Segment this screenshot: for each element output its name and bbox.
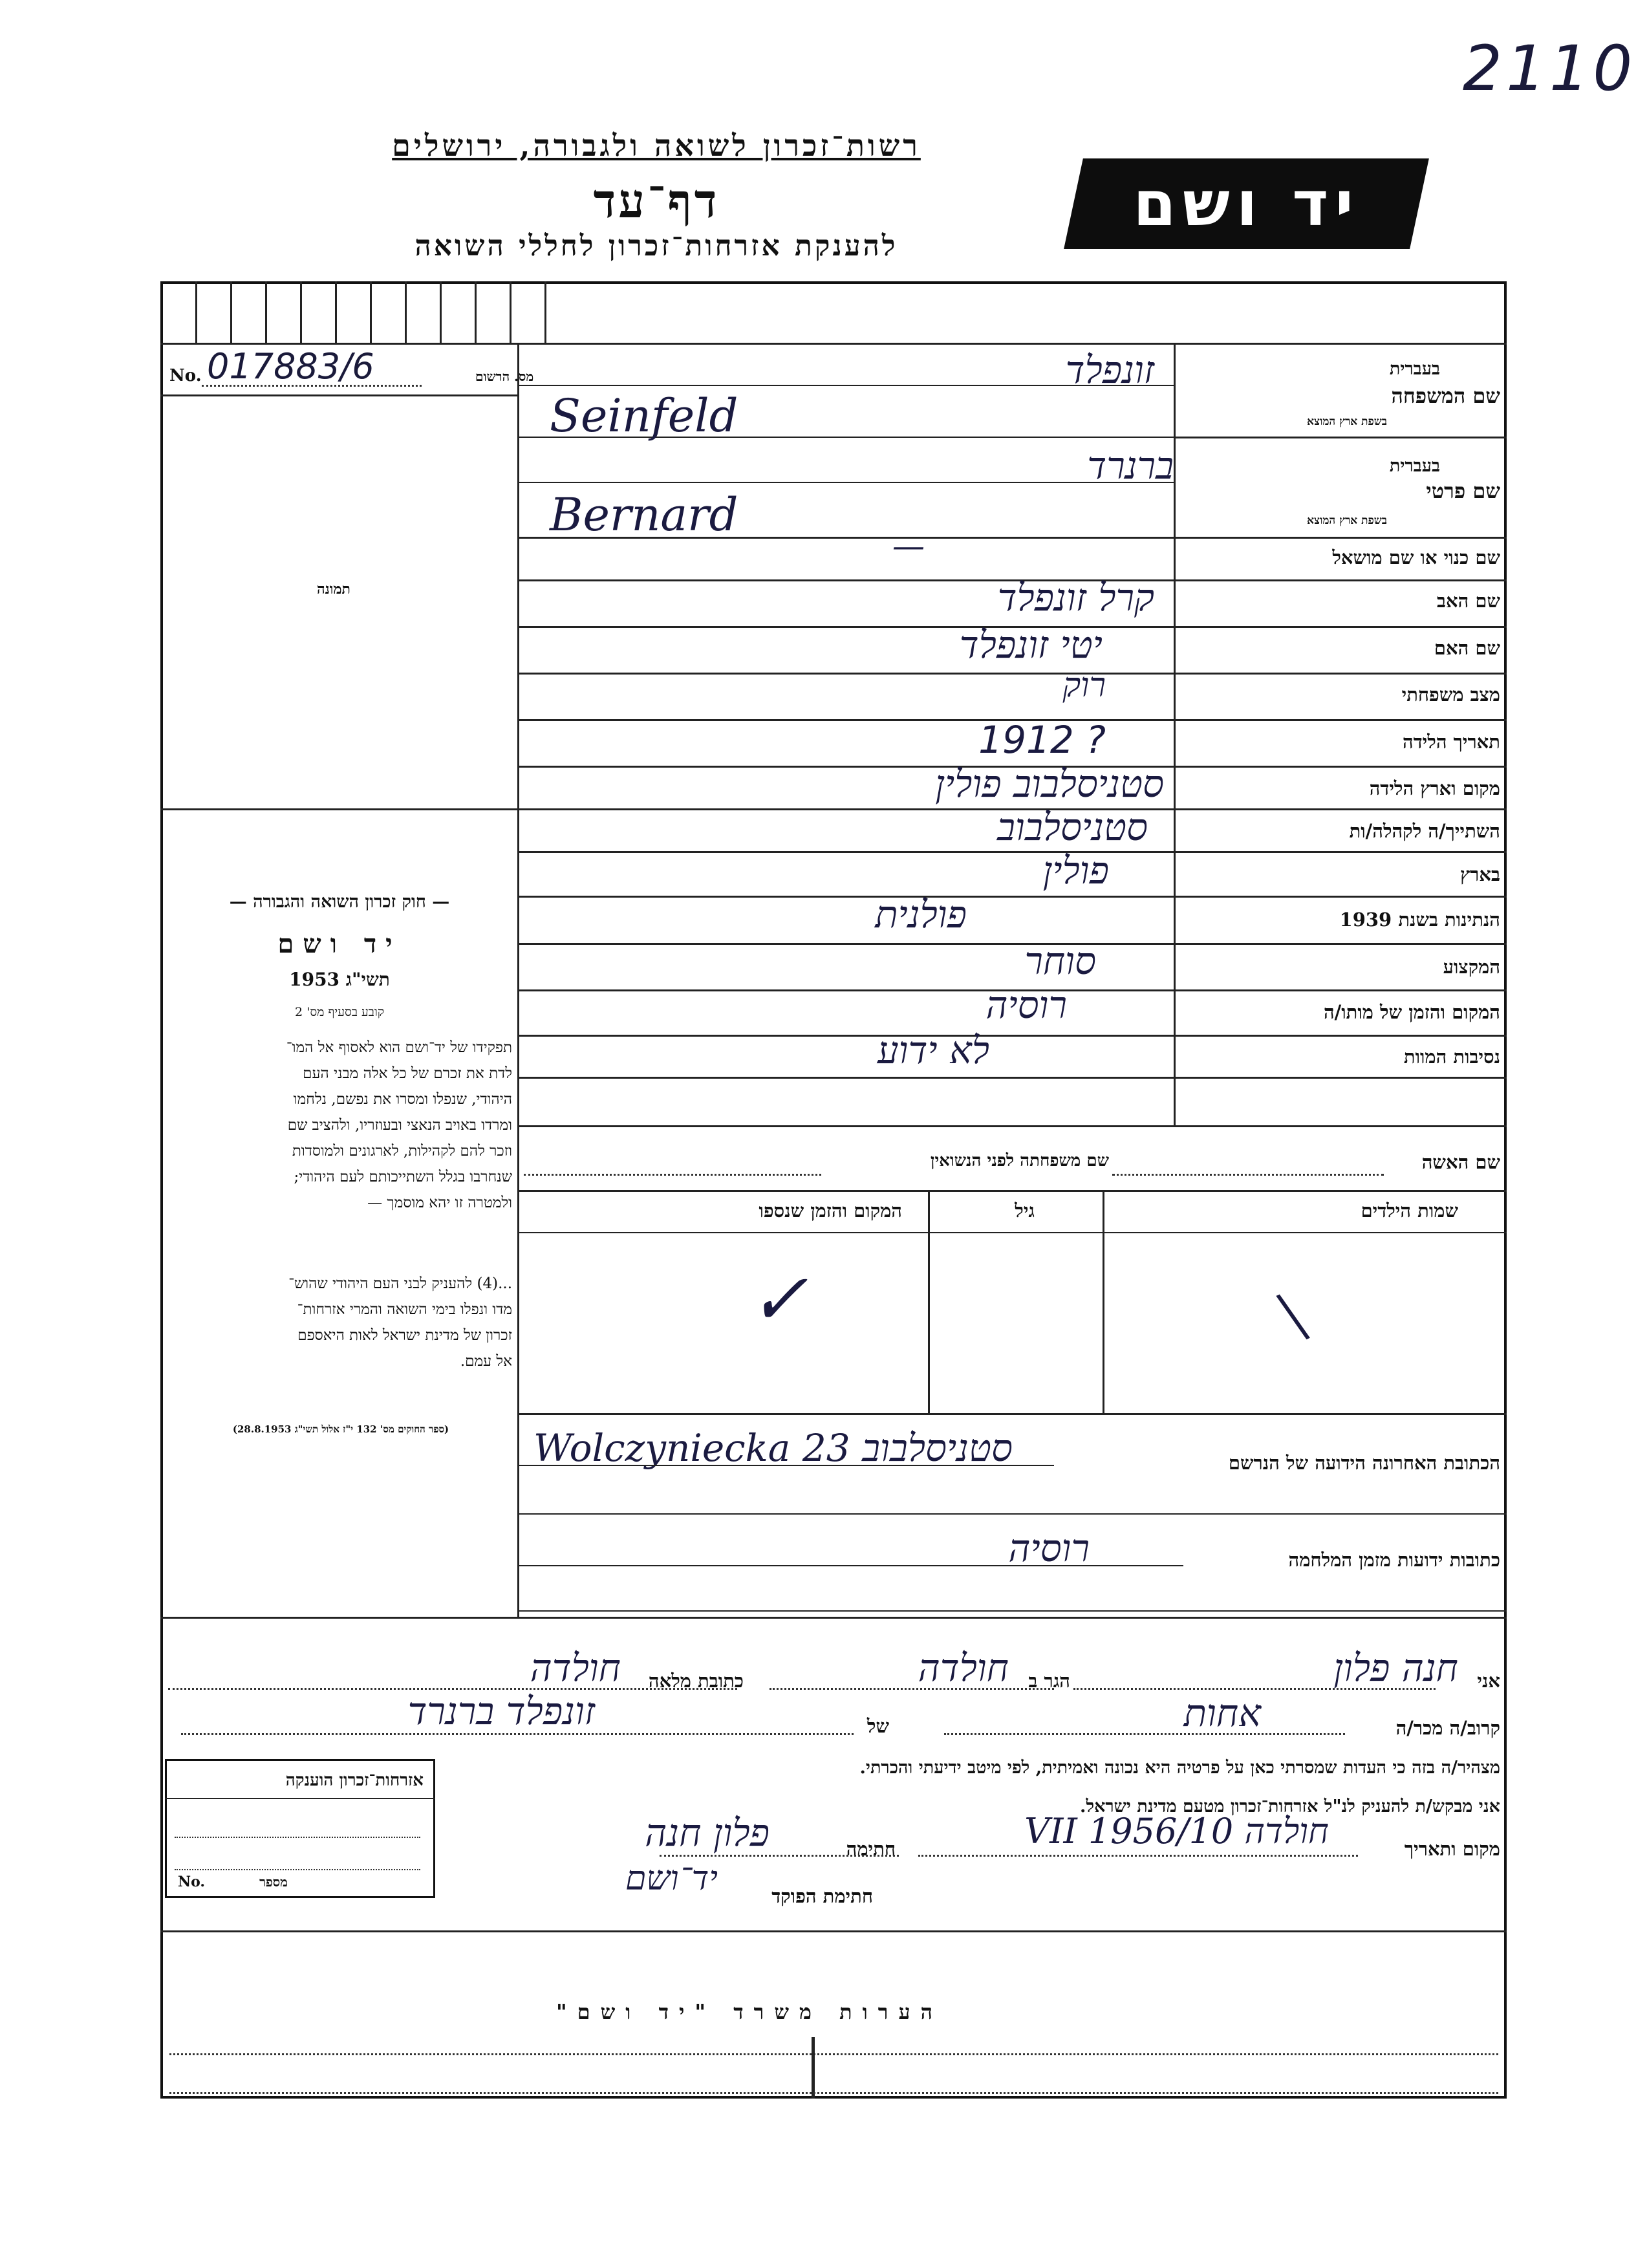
war-address-value: רוסיה — [1008, 1526, 1090, 1570]
profession-value: סוחר — [1024, 939, 1096, 983]
law-paragraph-1 — [169, 1035, 512, 1216]
testifier-name: חנה פלון — [1333, 1646, 1458, 1690]
law-line: וזכר להם לקהילות, לארגונים ולמוסדות — [292, 1143, 512, 1160]
logo-text: יד ושם — [1133, 167, 1360, 240]
registration-number: 017883/6 — [207, 346, 374, 387]
law-citation: (ספר החוקים מס' 132 י"ז אלול תשי"ג 28.8.1953) — [232, 1423, 449, 1435]
mother-label: שם האם — [1434, 637, 1500, 659]
nickname-value: — — [892, 527, 925, 565]
relation-label: קרוב/ה מכר/ה — [1395, 1717, 1500, 1739]
law-line: לדת את זכרם של כל אלה מבני העם — [303, 1065, 512, 1082]
photo-label: תמונה — [317, 581, 350, 598]
father-label: שם האב — [1436, 590, 1500, 612]
place-date-value: חולדה 10/VII 1956 — [1024, 1811, 1329, 1852]
surname-hebrew-sublabel: בעברית — [1389, 359, 1440, 379]
law-line: ומרדו באויב הנאצי ובעוזריו, ולהציב שם — [287, 1117, 512, 1134]
law-line: זכרון של מדינת ישראל לאות היאספם — [297, 1327, 512, 1344]
first-name-origin-sublabel: בשפת ארץ המוצא — [1307, 514, 1387, 527]
archive-number: 2110 — [1463, 32, 1636, 105]
birth-date-value: 1912 ? — [978, 718, 1106, 762]
birth-place-value: סטניסלבוב פולין — [935, 762, 1164, 806]
registration-no-label: No. — [169, 366, 202, 385]
law-line: היהודי, שנפלו ומסרו את נפשם, נלחמו — [293, 1091, 512, 1108]
family-status-value: רוק — [1062, 666, 1106, 705]
surname-origin-sublabel: בשפת ארץ המוצא — [1307, 415, 1387, 428]
law-line: שנחרבו בגלל השתייכותם לעם היהודי; — [294, 1169, 512, 1185]
relation-value: אחות — [1183, 1691, 1261, 1735]
certificate-title: אזרחות־זכרון הוענקה — [285, 1771, 424, 1790]
wife-label: שם האשה — [1421, 1151, 1500, 1173]
law-section: קובע בסעיף מס' 2 — [295, 1005, 384, 1019]
certificate-no-label: No. — [178, 1874, 206, 1890]
surname-origin-value: Seinfeld — [550, 389, 738, 442]
death-place-value: רוסיה — [985, 983, 1067, 1027]
father-value: קרל זונפלד — [997, 576, 1154, 620]
community-label: השתייך/ה לקהלה/ות — [1349, 820, 1500, 842]
signature-label: חתימה — [846, 1838, 896, 1860]
family-status-label: מצב משפחתי — [1401, 684, 1500, 706]
registration-label: מס. הרשום — [475, 369, 534, 384]
birth-place-label: מקום וארץ הלידה — [1369, 777, 1500, 799]
nationality-value: פולנית — [875, 892, 967, 936]
law-paragraph-2 — [169, 1271, 512, 1374]
yad-vashem-logo — [1064, 158, 1429, 249]
first-name-hebrew-value: ברנרד — [1087, 444, 1174, 488]
of-label: של — [866, 1715, 889, 1737]
law-name: יד ושם — [277, 929, 402, 959]
last-address-label: הכתובת האחרונה הידועה של הנרשם — [1228, 1452, 1500, 1474]
children-age-header: גיל — [1015, 1200, 1035, 1222]
community-value: סטניסלבוב — [997, 805, 1148, 849]
place-date-label: מקום ותאריך — [1404, 1838, 1500, 1860]
form-title: דף־עד — [593, 173, 720, 228]
declaration-text: מצהיר/ה בזה כי העדות שמסרתי כאן על פרטיה היא נכונה ואמיתית, לפי מיטב ידיעתי והכרתי. — [859, 1758, 1500, 1778]
authority-title: רשות־זכרון לשואה ולגבורה, ירושלים — [392, 128, 921, 163]
children-places-mark: ✓ — [748, 1258, 808, 1341]
law-title: — חוק זכרון השואה והגבורה — — [229, 892, 450, 912]
death-circumstances-label: נסיבות המוות — [1403, 1046, 1500, 1068]
last-address-value: סטניסלבוב Wolczyniecka 23 — [533, 1426, 1013, 1470]
first-name-hebrew-sublabel: בעברית — [1389, 456, 1440, 476]
war-address-label: כתובות ידועות מזמן המלחמה — [1288, 1549, 1500, 1571]
mother-value: יטי זונפלד — [959, 623, 1103, 667]
certificate-number-label: מספר — [259, 1874, 288, 1890]
children-place-header: המקום והזמן שנספו — [759, 1200, 902, 1222]
testifier-city: חולדה — [918, 1646, 1009, 1690]
nationality-label: הנתינות בשנת 1939 — [1339, 909, 1500, 931]
children-names-header: שמות הילדים — [1361, 1200, 1458, 1222]
officer-signature-value: יד־ושם — [625, 1859, 718, 1898]
death-circumstances-value: לא ידוע — [877, 1028, 989, 1072]
remarks-title: הערות משרד "יד ושם" — [556, 2000, 943, 2024]
first-name-origin-value: Bernard — [550, 488, 738, 541]
testifier-address: חולדה — [530, 1646, 621, 1690]
law-line: ...(4) להעניק לבני העם היהודי שהוש־ — [288, 1275, 512, 1292]
form-subtitle: להענקת אזרחות־זכרון לחללי השואה — [414, 230, 898, 263]
law-year: תשי"ג 1953 — [289, 969, 390, 990]
first-name-label: שם פרטי — [1426, 479, 1500, 503]
officer-signature-label: חתימת הפוקד — [771, 1885, 873, 1907]
testifier-resident-label: הגר ב — [1028, 1670, 1070, 1692]
country-label: בארץ — [1460, 863, 1500, 885]
of-name-value: זונפלד ברנרד — [407, 1689, 595, 1733]
country-value: פולין — [1042, 848, 1109, 892]
children-names-mark: — — [1252, 1271, 1341, 1358]
law-line: תפקידו של יד־ושם הוא לאסוף אל המו־ — [286, 1039, 512, 1056]
signature-value: פלון חנה — [645, 1811, 770, 1855]
law-line: אל עמם. — [460, 1353, 512, 1370]
profession-label: המקצוע — [1443, 956, 1500, 978]
testifier-i-label: אני — [1477, 1670, 1500, 1692]
surname-hebrew-value: זונפלד — [1065, 348, 1154, 392]
surname-label: שם המשפחה — [1391, 383, 1500, 408]
law-line: ולמטרה זו יהא מוסמך — — [367, 1194, 512, 1211]
death-place-label: המקום והזמן של מותו/ה — [1323, 1001, 1500, 1023]
request-text: אני מבקש/ת להעניק לנ"ל אזרחות־זכרון מטעם מדינת ישראל. — [1080, 1797, 1500, 1817]
nickname-label: שם כנוי או שם מושאל — [1332, 546, 1500, 568]
testifier-address-label: כתובת מלאה — [648, 1670, 744, 1692]
birth-date-label: תאריך הלידה — [1403, 731, 1500, 753]
wife-maiden-label: שם משפחתה לפני הנשואין — [930, 1151, 1109, 1171]
law-line: מדו ונפלו בימי השואה והמרי אזרחות־ — [297, 1301, 512, 1318]
